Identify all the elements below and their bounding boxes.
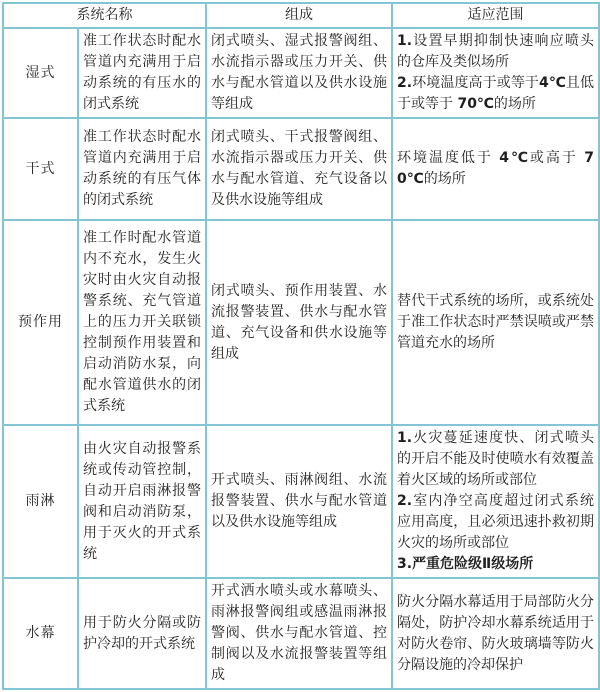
- text-run: 开式喷头、雨淋阀组、水流报警装置、供水与配水管道以及供水设施等组成: [211, 472, 387, 530]
- paragraph: [211, 581, 387, 686]
- text-run: 室内净空高度超过闭式系统应用高度，且必须迅速扑救初期火灾的场所或部位: [397, 493, 594, 551]
- text-run: 的场所: [493, 96, 536, 112]
- paragraph: [83, 31, 201, 115]
- system-description-cell: [78, 28, 206, 118]
- header-system-name: 系统名称: [3, 3, 206, 28]
- composition-cell: [206, 118, 392, 220]
- table-row-water-curtain-system: [3, 578, 599, 689]
- system-description-cell: [78, 578, 206, 689]
- text-run: 准工作状态时配水管道内充满用于启动系统的有压气体的闭式系统: [83, 129, 201, 208]
- system-description-cell: [78, 425, 206, 578]
- text-run: 2.: [397, 493, 413, 509]
- text-run: 由火灾自动报警系统或传动管控制，自动开启雨淋报警阀和启动消防泵，用于灭火的开式系统: [83, 440, 201, 562]
- composition-cell: [206, 28, 392, 118]
- text-run: 开式洒水喷头或水幕喷头、雨淋报警阀组或感温雨淋报警阀、供水与配水管道、控制阀以及水流报警装置等组成: [211, 583, 387, 683]
- text-run: 用于防火分隔或防护冷却的开式系统: [83, 614, 201, 652]
- paragraph: [397, 554, 594, 575]
- paragraph: [397, 491, 594, 554]
- text-run: 且低于或等于: [397, 75, 595, 112]
- paragraph: [397, 148, 594, 190]
- table-row-wet-system: [3, 28, 599, 118]
- paragraph: [397, 592, 594, 676]
- system-name-cell: 湿式: [3, 28, 78, 118]
- text-run: 防火分隔水幕适用于局部防火分隔处，防护冷却水幕系统适用于对防火卷帘、防火玻璃墙等防火分隔设施的冷却保护: [397, 593, 594, 673]
- text-run: 的场所: [423, 171, 466, 187]
- header-scope: 适应范围: [392, 3, 599, 28]
- paragraph: [397, 291, 594, 354]
- text-run: 70℃: [397, 150, 594, 187]
- paragraph: [83, 228, 201, 417]
- paragraph: [211, 31, 387, 115]
- table-row-deluge-system: [3, 425, 599, 578]
- header-row: [3, 3, 599, 28]
- composition-cell: [206, 425, 392, 578]
- text-run: 或高于: [529, 150, 585, 166]
- scope-cell: [392, 220, 599, 425]
- text-run: 闭式喷头、预作用装置、水流报警装置、供水与配水管道、充气设备和供水设施等组成: [211, 282, 387, 362]
- composition-cell: [206, 220, 392, 425]
- system-description-cell: [78, 220, 206, 425]
- paragraph: [397, 73, 594, 115]
- text-run: 2.: [397, 75, 413, 91]
- table-row-preaction-system: [3, 220, 599, 425]
- paragraph: [397, 31, 594, 73]
- scope-cell: [392, 118, 599, 220]
- text-run: 4℃: [499, 150, 530, 166]
- paragraph: [211, 470, 387, 533]
- paragraph: [211, 127, 387, 211]
- system-description-cell: [78, 118, 206, 220]
- text-run: 3.: [397, 556, 413, 572]
- paragraph: [83, 127, 201, 211]
- text-run: 严重危险级Ⅱ级场所: [412, 556, 534, 572]
- system-name-cell: 干式: [3, 118, 78, 220]
- table-body: [3, 28, 599, 689]
- text-run: 准工作状态时配水管道内充满用于启动系统的有压水的闭式系统: [83, 33, 201, 112]
- text-run: 1.: [397, 430, 413, 446]
- text-run: 替代干式系统的场所，或系统处于准工作状态时严禁误喷或严禁管道充水的场所: [397, 293, 594, 351]
- text-run: 4℃: [539, 75, 566, 91]
- system-name-cell: 水幕: [3, 578, 78, 689]
- paragraph: [83, 613, 201, 655]
- scope-cell: [392, 425, 599, 578]
- header-composition: 组成: [206, 3, 392, 28]
- table-header: [3, 3, 599, 28]
- text-run: 环境温度高于或等于: [412, 75, 540, 91]
- table-row-dry-system: [3, 118, 599, 220]
- text-run: 火灾蔓延速度快、闭式喷头的开启不能及时使喷水有效覆盖着火区域的场所或部位: [397, 430, 594, 488]
- text-run: 闭式喷头、湿式报警阀组、水流指示器或压力开关、供水与配水管道以及供水设施等组成: [211, 33, 387, 112]
- paragraph: [397, 428, 594, 491]
- system-name-cell: 预作用: [3, 220, 78, 425]
- text-run: 闭式喷头、干式报警阀组、水流指示器或压力开关、供水与配水管道、充气设备以及供水设施等组成: [211, 129, 387, 208]
- system-name-cell: 雨淋: [3, 425, 78, 578]
- text-run: 设置早期抑制快速响应喷头的仓库及类似场所: [397, 33, 594, 70]
- paragraph: [211, 281, 387, 365]
- text-run: 准工作时配水管道内不充水，发生火灾时由火灾自动报警系统、充气管道上的压力开关联锁控制预作用装置和启动消防水泵，向配水管道供水的闭式系统: [83, 230, 201, 414]
- scope-cell: [392, 578, 599, 689]
- text-run: 环境温度低于: [397, 150, 500, 166]
- paragraph: [83, 439, 201, 565]
- scope-cell: [392, 28, 599, 118]
- text-run: 70℃: [457, 96, 494, 112]
- composition-cell: [206, 578, 392, 689]
- text-run: 1.: [397, 33, 413, 49]
- sprinkler-systems-table: [2, 2, 600, 690]
